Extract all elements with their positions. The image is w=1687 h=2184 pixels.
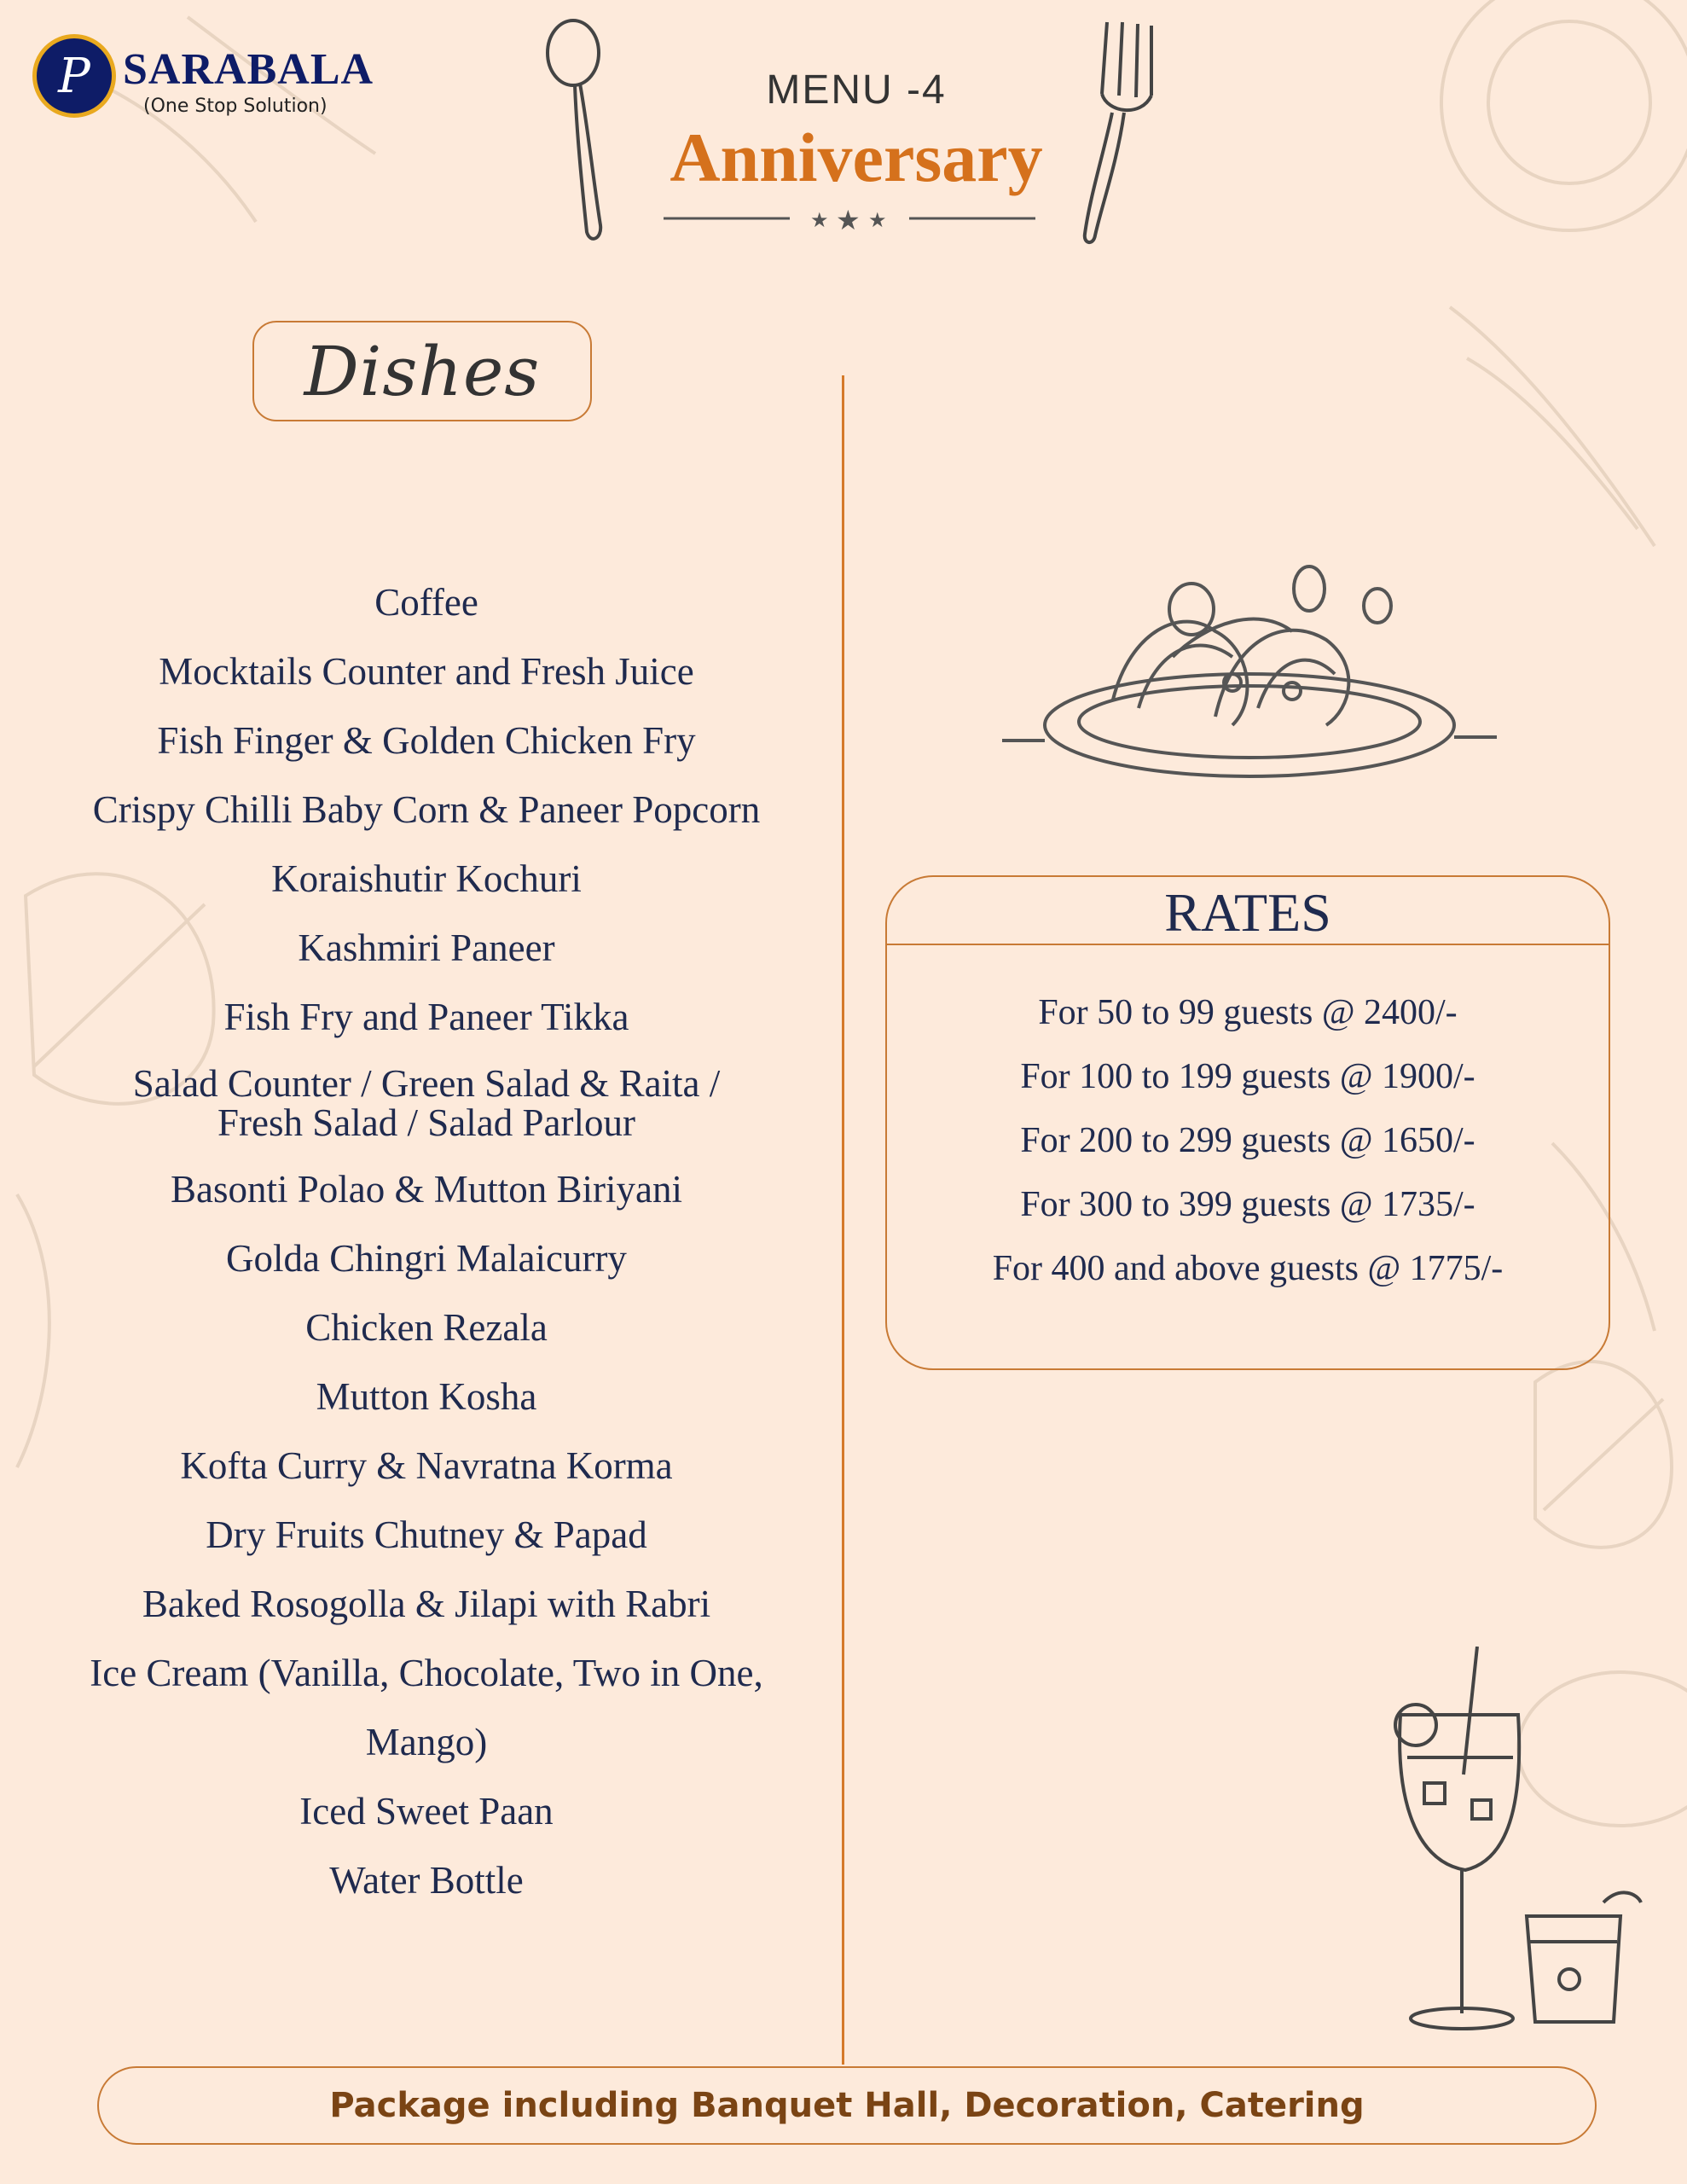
column-divider bbox=[842, 375, 844, 2065]
dish-item: Baked Rosogolla & Jilapi with Rabri bbox=[142, 1583, 711, 1625]
dish-item: Crispy Chilli Baby Corn & Paneer Popcorn bbox=[92, 788, 761, 831]
dish-item: Ice Cream (Vanilla, Chocolate, Two in One, bbox=[90, 1652, 763, 1694]
rate-item: For 300 to 399 guests @ 1735/- bbox=[1020, 1185, 1475, 1224]
dishes-title: Dishes bbox=[304, 331, 541, 411]
dish-item: Fish Finger & Golden Chicken Fry bbox=[157, 719, 696, 762]
header-star-divider bbox=[664, 203, 1035, 234]
dish-item: Mocktails Counter and Fresh Juice bbox=[159, 650, 694, 693]
dish-item: Kofta Curry & Navratna Korma bbox=[180, 1444, 673, 1487]
rate-item: For 50 to 99 guests @ 2400/- bbox=[1038, 993, 1458, 1032]
dish-item: Fish Fry and Paneer Tikka bbox=[223, 996, 629, 1038]
brand-tagline: (One Stop Solution) bbox=[143, 96, 328, 117]
package-text: Package including Banquet Hall, Decoration, Catering bbox=[329, 2086, 1365, 2125]
dish-item: Koraishutir Kochuri bbox=[271, 857, 582, 900]
svg-text:★: ★ bbox=[868, 208, 887, 232]
dish-item: Mutton Kosha bbox=[316, 1375, 537, 1418]
dish-item: Coffee bbox=[374, 581, 478, 624]
dishes-heading-badge bbox=[252, 321, 592, 421]
pasta-plate-icon bbox=[1002, 555, 1497, 793]
dish-item: Kashmiri Paneer bbox=[298, 926, 555, 969]
drinks-glasses-icon bbox=[1390, 1647, 1646, 2039]
dish-item: Fresh Salad / Salad Parlour bbox=[217, 1101, 635, 1144]
rates-title: RATES bbox=[887, 877, 1609, 945]
dish-item: Golda Chingri Malaicurry bbox=[226, 1237, 627, 1280]
menu-number: MENU -4 bbox=[766, 67, 947, 113]
dish-item: Dry Fruits Chutney & Papad bbox=[206, 1513, 647, 1556]
dish-item: Salad Counter / Green Salad & Raita / bbox=[132, 1062, 721, 1105]
rate-item: For 100 to 199 guests @ 1900/- bbox=[1020, 1057, 1475, 1096]
package-footer bbox=[97, 2066, 1597, 2145]
brand-name: SARABALA bbox=[123, 45, 374, 94]
svg-text:★: ★ bbox=[836, 204, 861, 234]
svg-text:★: ★ bbox=[810, 208, 829, 232]
rates-panel bbox=[885, 875, 1610, 1370]
rates-list bbox=[887, 981, 1609, 1301]
logo-letter: P bbox=[58, 48, 90, 104]
dish-item: Mango) bbox=[365, 1721, 488, 1763]
occasion-title: Anniversary bbox=[670, 119, 1043, 196]
dish-item: Iced Sweet Paan bbox=[299, 1790, 554, 1833]
dish-item: Basonti Polao & Mutton Biriyani bbox=[170, 1168, 682, 1211]
rate-item: For 200 to 299 guests @ 1650/- bbox=[1020, 1121, 1475, 1160]
rate-item: For 400 and above guests @ 1775/- bbox=[992, 1249, 1504, 1288]
dish-item: Chicken Rezala bbox=[305, 1306, 548, 1349]
dish-list bbox=[34, 580, 819, 1902]
dish-item: Water Bottle bbox=[329, 1859, 524, 1902]
